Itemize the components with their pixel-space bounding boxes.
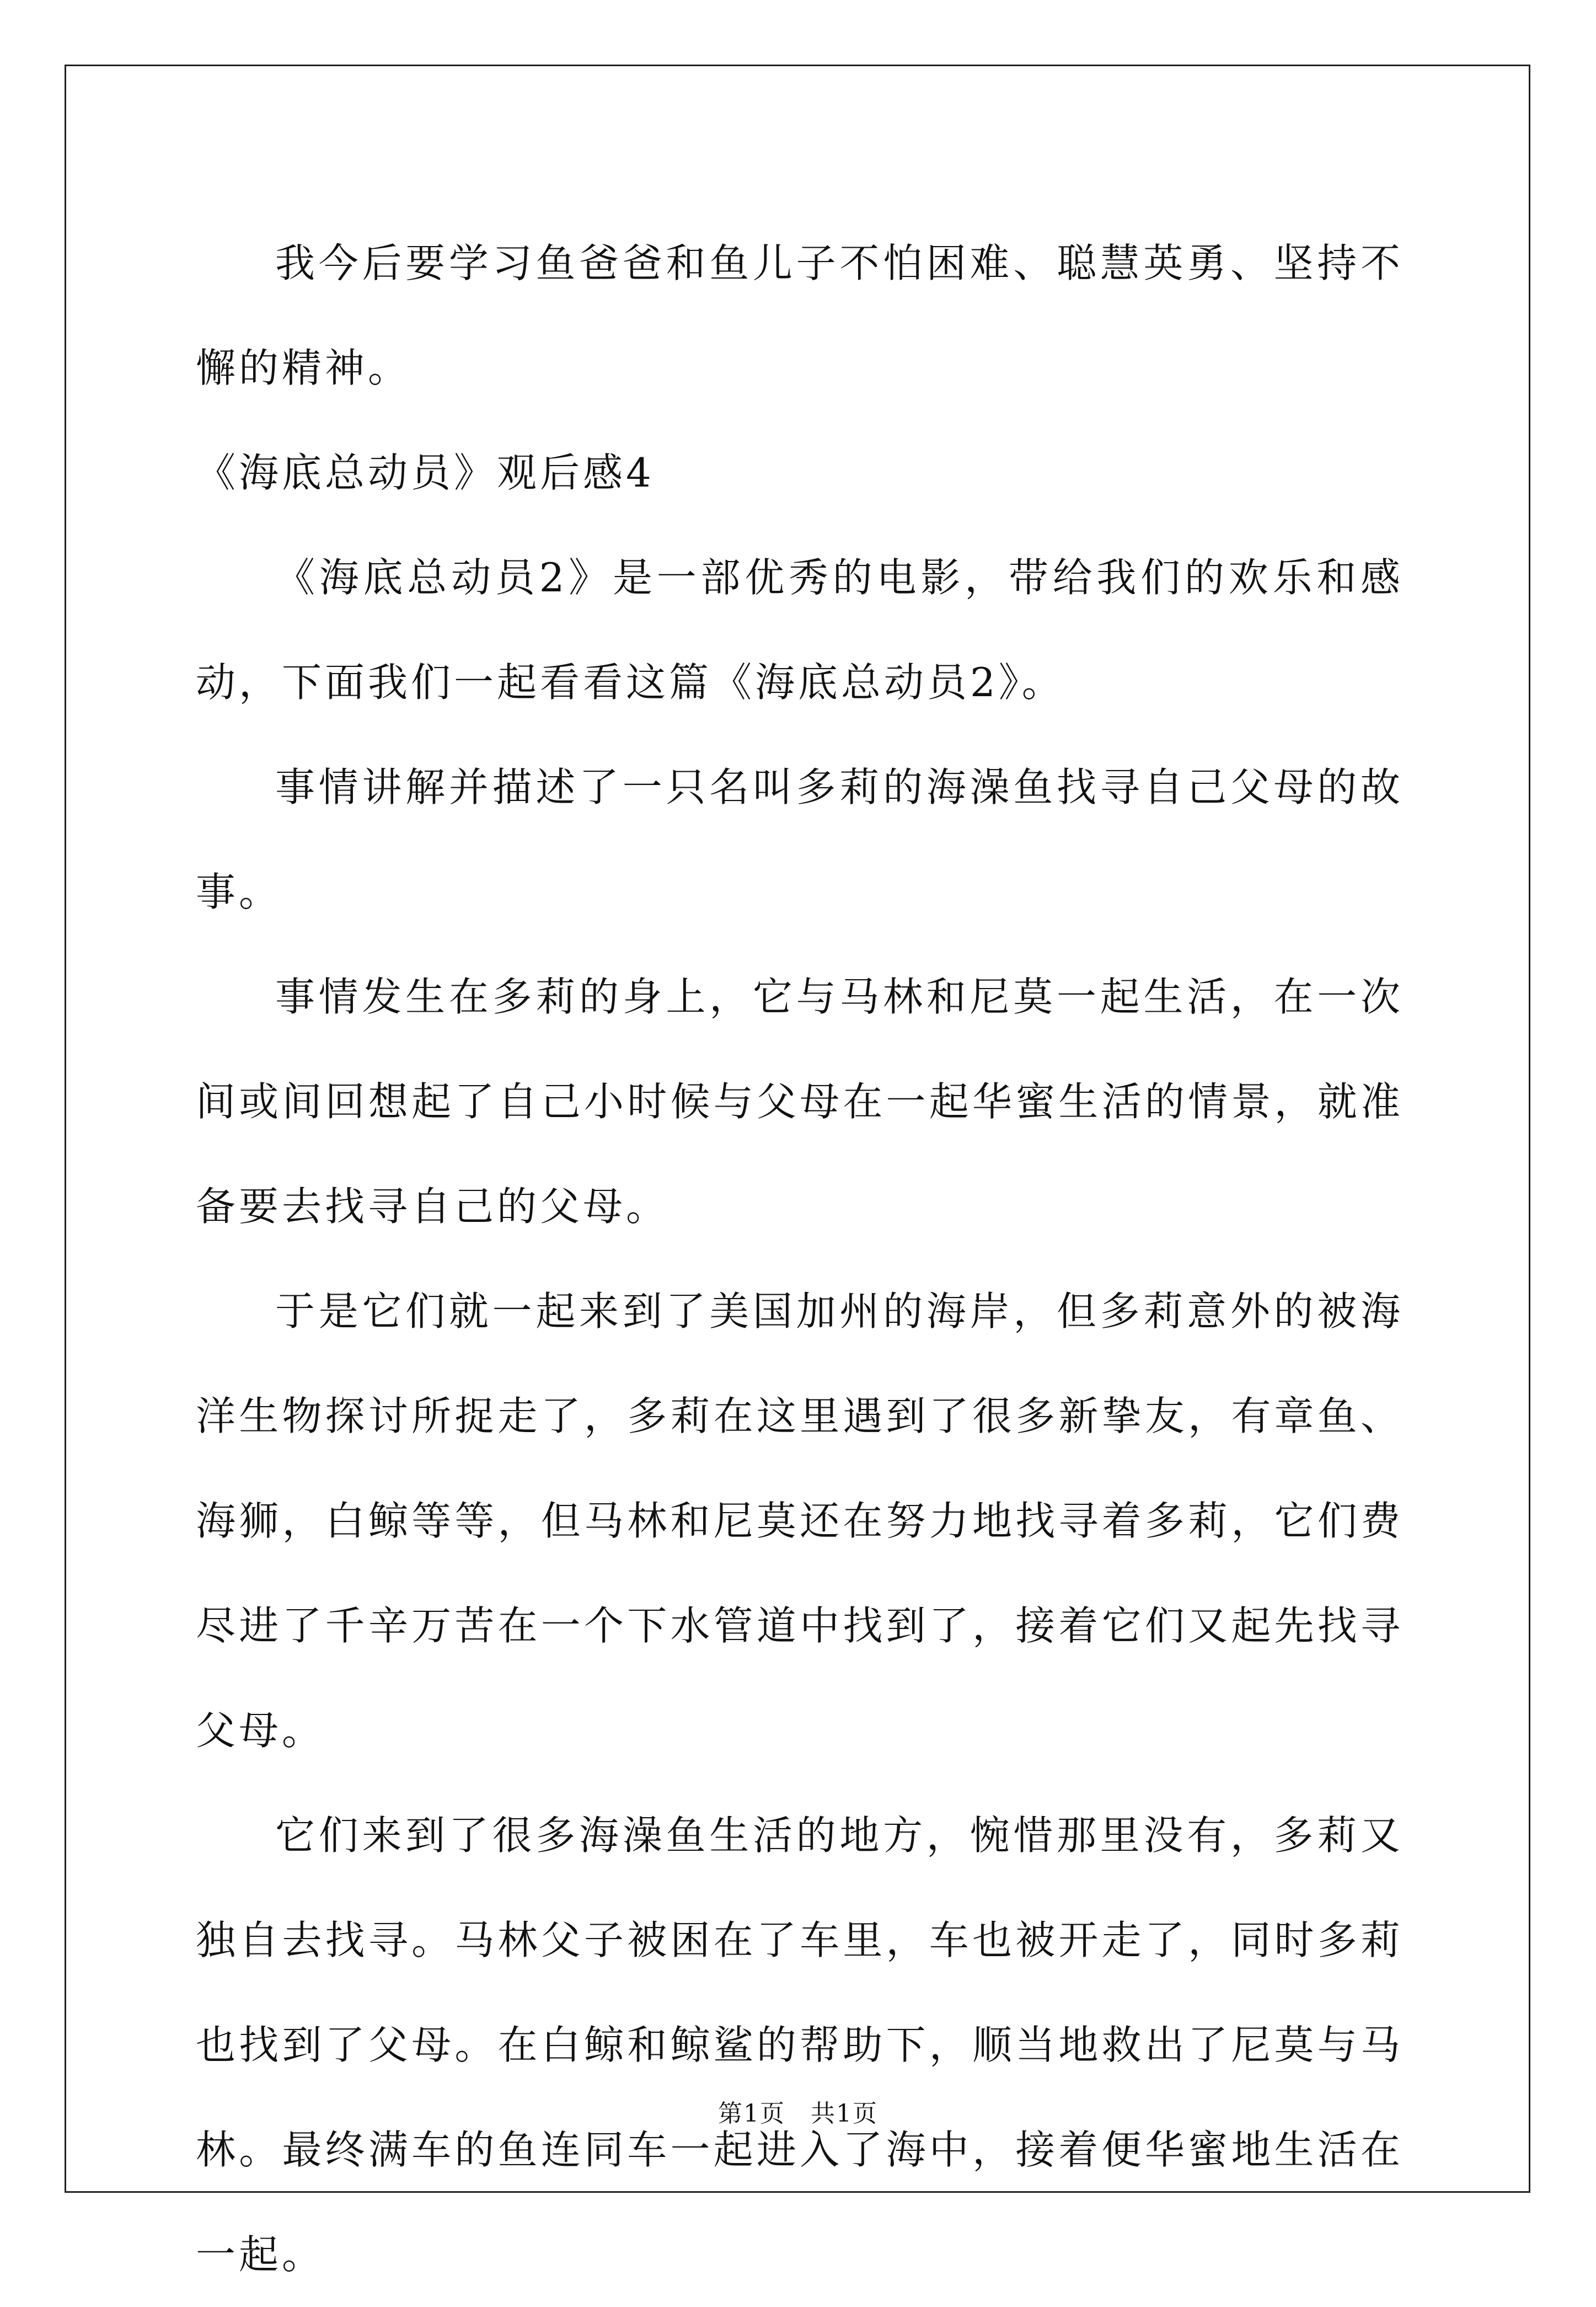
paragraph: 我今后要学习鱼爸爸和鱼儿子不怕困难、聪慧英勇、坚持不懈的精神。 bbox=[196, 240, 1404, 391]
document-body bbox=[196, 211, 1404, 2307]
section-heading: 《海底总动员》观后感4 bbox=[196, 450, 655, 496]
paragraph: 于是它们就一起来到了美国加州的海岸，但多莉意外的被海洋生物探讨所捉走了，多莉在这里遇到了很多新挚友，有章鱼、海狮，白鲸等等，但马林和尼莫还在努力地找寻着多莉，它们费尽进了千辛万苦在一个下水管道中找到了，接着它们又起先找寻父母。 bbox=[196, 1288, 1404, 1754]
paragraph: 《海底总动员2》是一部优秀的电影，带给我们的欢乐和感动，下面我们一起看看这篇《海底总动员2》。 bbox=[196, 554, 1404, 706]
paragraph: 它们来到了很多海澡鱼生活的地方，惋惜那里没有，多莉又独自去找寻。马林父子被困在了车里，车也被开走了，同时多莉也找到了父母。在白鲸和鲸鲨的帮助下，顺当地救出了尼莫与马林。最终满车的鱼连同车一起进入了海中，接着便华蜜地生活在一起。 bbox=[196, 1812, 1404, 2278]
page-footer: 第1页 共1页 bbox=[718, 2100, 878, 2128]
paragraph: 事情讲解并描述了一只名叫多莉的海澡鱼找寻自己父母的故事。 bbox=[196, 764, 1404, 915]
paragraph: 事情发生在多莉的身上，它与马林和尼莫一起生活，在一次间或间回想起了自己小时候与父母在一起华蜜生活的情景，就准备要去找寻自己的父母。 bbox=[196, 974, 1404, 1230]
